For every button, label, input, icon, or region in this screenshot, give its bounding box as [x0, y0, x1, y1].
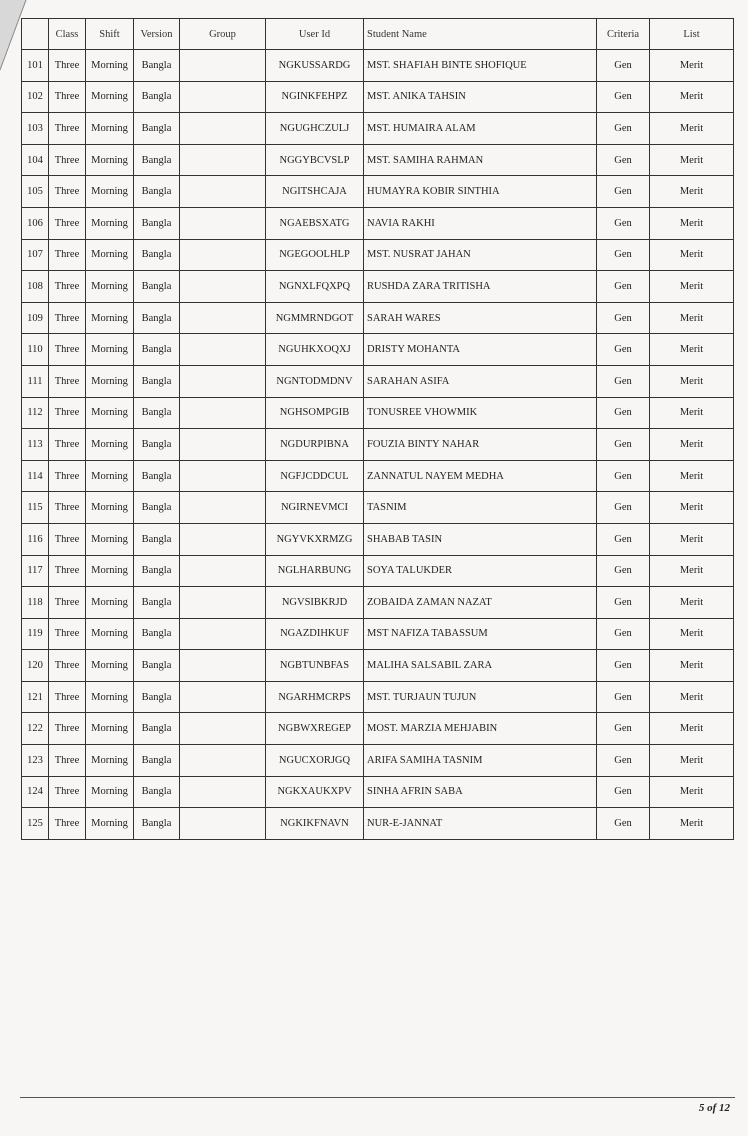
cell-version: Bangla [134, 429, 180, 461]
cell-version: Bangla [134, 271, 180, 303]
cell-criteria: Gen [597, 113, 650, 145]
cell-group [180, 618, 266, 650]
cell-student-name: RUSHDA ZARA TRITISHA [364, 271, 597, 303]
cell-criteria: Gen [597, 144, 650, 176]
cell-class: Three [49, 555, 86, 587]
cell-serial: 101 [22, 50, 49, 82]
cell-group [180, 523, 266, 555]
cell-class: Three [49, 745, 86, 777]
cell-list: Merit [650, 429, 734, 461]
cell-group [180, 587, 266, 619]
cell-list: Merit [650, 713, 734, 745]
cell-serial: 110 [22, 334, 49, 366]
cell-student-name: MST NAFIZA TABASSUM [364, 618, 597, 650]
cell-criteria: Gen [597, 397, 650, 429]
cell-group [180, 144, 266, 176]
cell-group [180, 681, 266, 713]
col-header-list: List [650, 19, 734, 50]
cell-group [180, 555, 266, 587]
cell-shift: Morning [86, 618, 134, 650]
cell-class: Three [49, 334, 86, 366]
cell-list: Merit [650, 745, 734, 777]
cell-list: Merit [650, 207, 734, 239]
cell-shift: Morning [86, 713, 134, 745]
cell-criteria: Gen [597, 365, 650, 397]
cell-list: Merit [650, 808, 734, 840]
cell-serial: 117 [22, 555, 49, 587]
cell-criteria: Gen [597, 460, 650, 492]
cell-user-id: NGEGOOLHLP [266, 239, 364, 271]
table-row [22, 81, 734, 113]
table-row [22, 555, 734, 587]
cell-shift: Morning [86, 681, 134, 713]
cell-shift: Morning [86, 176, 134, 208]
cell-student-name: SARAHAN ASIFA [364, 365, 597, 397]
cell-version: Bangla [134, 555, 180, 587]
cell-list: Merit [650, 650, 734, 682]
table-row [22, 523, 734, 555]
cell-group [180, 650, 266, 682]
cell-criteria: Gen [597, 523, 650, 555]
cell-shift: Morning [86, 776, 134, 808]
cell-list: Merit [650, 144, 734, 176]
cell-shift: Morning [86, 808, 134, 840]
page-number: 5 of 12 [698, 1102, 730, 1114]
cell-version: Bangla [134, 618, 180, 650]
cell-serial: 108 [22, 271, 49, 303]
cell-criteria: Gen [597, 650, 650, 682]
cell-shift: Morning [86, 271, 134, 303]
cell-serial: 107 [22, 239, 49, 271]
cell-criteria: Gen [597, 176, 650, 208]
cell-list: Merit [650, 397, 734, 429]
cell-class: Three [49, 429, 86, 461]
cell-student-name: ZOBAIDA ZAMAN NAZAT [364, 587, 597, 619]
cell-serial: 116 [22, 523, 49, 555]
col-header-version: Version [134, 19, 180, 50]
cell-group [180, 460, 266, 492]
cell-list: Merit [650, 365, 734, 397]
cell-shift: Morning [86, 429, 134, 461]
table-row [22, 713, 734, 745]
cell-student-name: MST. SHAFIAH BINTE SHOFIQUE [364, 50, 597, 82]
cell-list: Merit [650, 176, 734, 208]
cell-user-id: NGAZDIHKUF [266, 618, 364, 650]
cell-user-id: NGMMRNDGOT [266, 302, 364, 334]
cell-group [180, 81, 266, 113]
cell-user-id: NGINKFEHPZ [266, 81, 364, 113]
table-row [22, 365, 734, 397]
cell-user-id: NGYVKXRMZG [266, 523, 364, 555]
cell-criteria: Gen [597, 587, 650, 619]
cell-class: Three [49, 365, 86, 397]
cell-student-name: SHABAB TASIN [364, 523, 597, 555]
cell-shift: Morning [86, 555, 134, 587]
col-header-shift: Shift [86, 19, 134, 50]
cell-user-id: NGKIKFNAVN [266, 808, 364, 840]
cell-version: Bangla [134, 302, 180, 334]
col-header-criteria: Criteria [597, 19, 650, 50]
cell-user-id: NGITSHCAJA [266, 176, 364, 208]
cell-shift: Morning [86, 650, 134, 682]
cell-list: Merit [650, 334, 734, 366]
col-header-group: Group [180, 19, 266, 50]
cell-list: Merit [650, 523, 734, 555]
merit-table [21, 18, 734, 840]
cell-student-name: SOYA TALUKDER [364, 555, 597, 587]
table-row [22, 239, 734, 271]
cell-serial: 103 [22, 113, 49, 145]
cell-list: Merit [650, 587, 734, 619]
cell-criteria: Gen [597, 808, 650, 840]
table-row [22, 776, 734, 808]
table-row [22, 429, 734, 461]
cell-group [180, 776, 266, 808]
cell-group [180, 365, 266, 397]
cell-shift: Morning [86, 745, 134, 777]
cell-class: Three [49, 50, 86, 82]
cell-group [180, 397, 266, 429]
cell-class: Three [49, 113, 86, 145]
cell-serial: 112 [22, 397, 49, 429]
cell-version: Bangla [134, 681, 180, 713]
cell-student-name: TASNIM [364, 492, 597, 524]
cell-shift: Morning [86, 492, 134, 524]
cell-version: Bangla [134, 176, 180, 208]
cell-shift: Morning [86, 113, 134, 145]
cell-criteria: Gen [597, 207, 650, 239]
cell-list: Merit [650, 618, 734, 650]
cell-shift: Morning [86, 239, 134, 271]
cell-student-name: MST. TURJAUN TUJUN [364, 681, 597, 713]
cell-student-name: FOUZIA BINTY NAHAR [364, 429, 597, 461]
cell-serial: 104 [22, 144, 49, 176]
cell-criteria: Gen [597, 555, 650, 587]
cell-student-name: DRISTY MOHANTA [364, 334, 597, 366]
cell-list: Merit [650, 81, 734, 113]
cell-student-name: NUR-E-JANNAT [364, 808, 597, 840]
cell-class: Three [49, 460, 86, 492]
cell-class: Three [49, 271, 86, 303]
table-row [22, 587, 734, 619]
cell-criteria: Gen [597, 492, 650, 524]
cell-group [180, 808, 266, 840]
cell-group [180, 176, 266, 208]
cell-shift: Morning [86, 50, 134, 82]
col-header-class: Class [49, 19, 86, 50]
cell-class: Three [49, 144, 86, 176]
cell-class: Three [49, 397, 86, 429]
cell-serial: 120 [22, 650, 49, 682]
cell-group [180, 745, 266, 777]
cell-criteria: Gen [597, 681, 650, 713]
cell-serial: 118 [22, 587, 49, 619]
cell-class: Three [49, 523, 86, 555]
cell-student-name: MST. ANIKA TAHSIN [364, 81, 597, 113]
cell-group [180, 334, 266, 366]
table-header-row [22, 19, 734, 50]
cell-class: Three [49, 618, 86, 650]
cell-version: Bangla [134, 239, 180, 271]
table-row [22, 334, 734, 366]
cell-student-name: ZANNATUL NAYEM MEDHA [364, 460, 597, 492]
cell-list: Merit [650, 239, 734, 271]
cell-user-id: NGUHKXOQXJ [266, 334, 364, 366]
table-row [22, 302, 734, 334]
cell-group [180, 239, 266, 271]
table-row [22, 113, 734, 145]
cell-group [180, 271, 266, 303]
cell-student-name: SARAH WARES [364, 302, 597, 334]
cell-criteria: Gen [597, 334, 650, 366]
cell-class: Three [49, 302, 86, 334]
cell-class: Three [49, 650, 86, 682]
cell-version: Bangla [134, 808, 180, 840]
table-row [22, 492, 734, 524]
cell-shift: Morning [86, 460, 134, 492]
cell-list: Merit [650, 492, 734, 524]
cell-class: Three [49, 207, 86, 239]
cell-shift: Morning [86, 207, 134, 239]
cell-user-id: NGUCXORJGQ [266, 745, 364, 777]
cell-user-id: NGFJCDDCUL [266, 460, 364, 492]
cell-user-id: NGGYBCVSLP [266, 144, 364, 176]
cell-user-id: NGDURPIBNA [266, 429, 364, 461]
cell-version: Bangla [134, 460, 180, 492]
cell-student-name: MST. SAMIHA RAHMAN [364, 144, 597, 176]
cell-serial: 119 [22, 618, 49, 650]
cell-version: Bangla [134, 397, 180, 429]
cell-user-id: NGBWXREGEP [266, 713, 364, 745]
cell-student-name: MOST. MARZIA MEHJABIN [364, 713, 597, 745]
cell-class: Three [49, 808, 86, 840]
cell-serial: 106 [22, 207, 49, 239]
cell-serial: 121 [22, 681, 49, 713]
cell-shift: Morning [86, 81, 134, 113]
cell-shift: Morning [86, 302, 134, 334]
cell-criteria: Gen [597, 618, 650, 650]
cell-shift: Morning [86, 523, 134, 555]
cell-criteria: Gen [597, 239, 650, 271]
cell-serial: 115 [22, 492, 49, 524]
table-row [22, 618, 734, 650]
cell-user-id: NGAEBSXATG [266, 207, 364, 239]
cell-student-name: TONUSREE VHOWMIK [364, 397, 597, 429]
cell-version: Bangla [134, 650, 180, 682]
cell-group [180, 713, 266, 745]
cell-class: Three [49, 176, 86, 208]
cell-class: Three [49, 81, 86, 113]
cell-user-id: NGBTUNBFAS [266, 650, 364, 682]
cell-user-id: NGUGHCZULJ [266, 113, 364, 145]
col-header-student-name: Student Name [364, 19, 597, 50]
table-row [22, 144, 734, 176]
table-row [22, 271, 734, 303]
table-row [22, 176, 734, 208]
cell-criteria: Gen [597, 429, 650, 461]
cell-serial: 122 [22, 713, 49, 745]
table-row [22, 397, 734, 429]
cell-version: Bangla [134, 745, 180, 777]
cell-version: Bangla [134, 776, 180, 808]
cell-student-name: MST. HUMAIRA ALAM [364, 113, 597, 145]
cell-version: Bangla [134, 144, 180, 176]
table-body [22, 50, 734, 840]
cell-user-id: NGIRNEVMCI [266, 492, 364, 524]
cell-class: Three [49, 713, 86, 745]
cell-serial: 102 [22, 81, 49, 113]
cell-student-name: HUMAYRA KOBIR SINTHIA [364, 176, 597, 208]
merit-list-sheet [21, 18, 733, 840]
cell-criteria: Gen [597, 745, 650, 777]
table-row [22, 808, 734, 840]
table-row [22, 460, 734, 492]
cell-shift: Morning [86, 365, 134, 397]
cell-user-id: NGVSIBKRJD [266, 587, 364, 619]
cell-serial: 105 [22, 176, 49, 208]
cell-list: Merit [650, 113, 734, 145]
cell-user-id: NGKXAUKXPV [266, 776, 364, 808]
table-row [22, 207, 734, 239]
cell-group [180, 113, 266, 145]
cell-user-id: NGNXLFQXPQ [266, 271, 364, 303]
cell-user-id: NGKUSSARDG [266, 50, 364, 82]
cell-criteria: Gen [597, 50, 650, 82]
cell-list: Merit [650, 776, 734, 808]
cell-list: Merit [650, 555, 734, 587]
table-row [22, 50, 734, 82]
cell-list: Merit [650, 681, 734, 713]
cell-version: Bangla [134, 113, 180, 145]
cell-class: Three [49, 239, 86, 271]
cell-criteria: Gen [597, 81, 650, 113]
table-row [22, 650, 734, 682]
cell-student-name: SINHA AFRIN SABA [364, 776, 597, 808]
cell-group [180, 207, 266, 239]
cell-shift: Morning [86, 587, 134, 619]
cell-list: Merit [650, 302, 734, 334]
cell-serial: 124 [22, 776, 49, 808]
cell-shift: Morning [86, 397, 134, 429]
cell-criteria: Gen [597, 713, 650, 745]
cell-version: Bangla [134, 334, 180, 366]
table-row [22, 745, 734, 777]
cell-class: Three [49, 681, 86, 713]
cell-serial: 123 [22, 745, 49, 777]
cell-list: Merit [650, 460, 734, 492]
cell-criteria: Gen [597, 271, 650, 303]
cell-version: Bangla [134, 365, 180, 397]
cell-student-name: MALIHA SALSABIL ZARA [364, 650, 597, 682]
cell-group [180, 302, 266, 334]
cell-criteria: Gen [597, 302, 650, 334]
cell-user-id: NGARHMCRPS [266, 681, 364, 713]
cell-class: Three [49, 776, 86, 808]
cell-group [180, 429, 266, 461]
cell-serial: 114 [22, 460, 49, 492]
col-header-serial [22, 19, 49, 50]
cell-student-name: ARIFA SAMIHA TASNIM [364, 745, 597, 777]
cell-student-name: MST. NUSRAT JAHAN [364, 239, 597, 271]
cell-group [180, 50, 266, 82]
cell-version: Bangla [134, 523, 180, 555]
cell-version: Bangla [134, 587, 180, 619]
cell-class: Three [49, 587, 86, 619]
cell-group [180, 492, 266, 524]
cell-criteria: Gen [597, 776, 650, 808]
cell-version: Bangla [134, 492, 180, 524]
cell-student-name: NAVIA RAKHI [364, 207, 597, 239]
cell-version: Bangla [134, 81, 180, 113]
cell-class: Three [49, 492, 86, 524]
cell-list: Merit [650, 271, 734, 303]
cell-user-id: NGNTODMDNV [266, 365, 364, 397]
cell-user-id: NGLHARBUNG [266, 555, 364, 587]
cell-serial: 111 [22, 365, 49, 397]
footer-rule [20, 1097, 735, 1098]
cell-serial: 125 [22, 808, 49, 840]
cell-serial: 113 [22, 429, 49, 461]
cell-shift: Morning [86, 144, 134, 176]
cell-version: Bangla [134, 50, 180, 82]
cell-serial: 109 [22, 302, 49, 334]
cell-user-id: NGHSOMPGIB [266, 397, 364, 429]
table-row [22, 681, 734, 713]
cell-version: Bangla [134, 207, 180, 239]
cell-version: Bangla [134, 713, 180, 745]
col-header-user-id: User Id [266, 19, 364, 50]
cell-shift: Morning [86, 334, 134, 366]
cell-list: Merit [650, 50, 734, 82]
